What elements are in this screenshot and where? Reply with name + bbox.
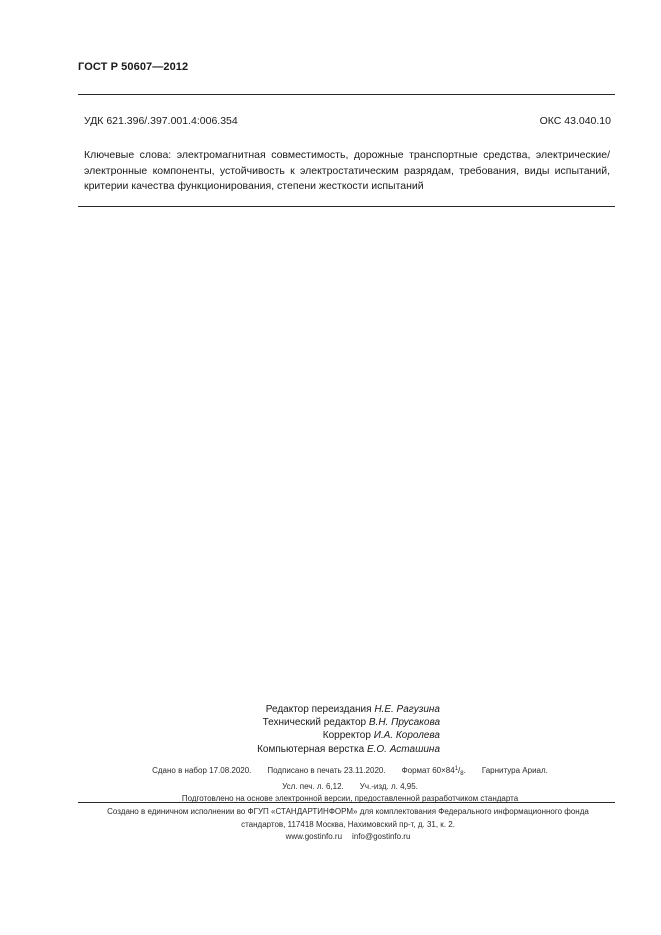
footer-block bbox=[78, 806, 618, 844]
imprint-font: Гарнитура Ариал. bbox=[481, 766, 548, 775]
imprint-signed: Подписано в печать 23.11.2020. bbox=[267, 766, 386, 775]
credit-role: Компьютерная верстка bbox=[257, 743, 365, 755]
imprint-row-dates bbox=[95, 763, 605, 781]
imprint-submitted: Сдано в набор 17.08.2020. bbox=[152, 766, 252, 775]
footer-line-1: Создано в единичном исполнении во ФГУП «СТАНДАРТИНФОРМ» для комплектования Федерального информационного фонда bbox=[107, 807, 589, 816]
top-divider bbox=[78, 94, 615, 95]
credit-line-tech-editor bbox=[220, 716, 440, 729]
credits-block bbox=[220, 703, 440, 756]
credit-name: Н.Е. Рагузина bbox=[374, 704, 440, 715]
imprint-print-sheets: Усл. печ. л. 6,12. bbox=[282, 781, 344, 791]
footer-line-2: стандартов, 117418 Москва, Нахимовский пр-т, д. 31, к. 2. bbox=[241, 819, 455, 829]
udk-code: УДК 621.396/.397.001.4:006.354 bbox=[84, 115, 238, 127]
credit-name: В.Н. Прусакова bbox=[368, 717, 440, 729]
footer-website-link[interactable]: www.gostinfo.ru bbox=[285, 832, 343, 841]
credit-name: И.А. Королева bbox=[373, 730, 440, 742]
credit-role: Технический редактор bbox=[262, 717, 367, 729]
imprint-publisher-sheets: Уч.-изд. л. 4,95. bbox=[359, 781, 418, 791]
footer-contacts bbox=[78, 831, 618, 844]
credit-line-layout bbox=[220, 743, 440, 756]
credit-role: Редактор переиздания bbox=[265, 704, 372, 715]
credit-name: Е.О. Асташина bbox=[366, 743, 440, 755]
imprint-block bbox=[95, 763, 605, 806]
keywords-divider bbox=[78, 206, 615, 207]
oks-code: ОКС 43.040.10 bbox=[539, 115, 611, 127]
footer-divider bbox=[78, 802, 615, 803]
imprint-prepared: Подготовлено на основе электронной версии, предоставленной разработчиком стандарта bbox=[181, 794, 519, 803]
credit-line-editor bbox=[220, 703, 440, 716]
standard-code: ГОСТ Р 50607—2012 bbox=[78, 61, 189, 73]
footer-email-link[interactable]: info@gostinfo.ru bbox=[352, 832, 411, 841]
credit-role: Корректор bbox=[322, 730, 371, 742]
keywords-paragraph: Ключевые слова: электромагнитная совместимость, дорожные транспортные средства, электрические/электронные компоненты, устойчивость к электростатическим разрядам, требования, виды испытаний, критерии качества функционирования, степени жесткости испытаний bbox=[84, 149, 610, 192]
imprint-format: Формат $60\times 84^1/_8$. bbox=[401, 766, 466, 777]
credit-line-proofreader bbox=[220, 729, 440, 742]
imprint-row-sheets bbox=[95, 781, 605, 794]
